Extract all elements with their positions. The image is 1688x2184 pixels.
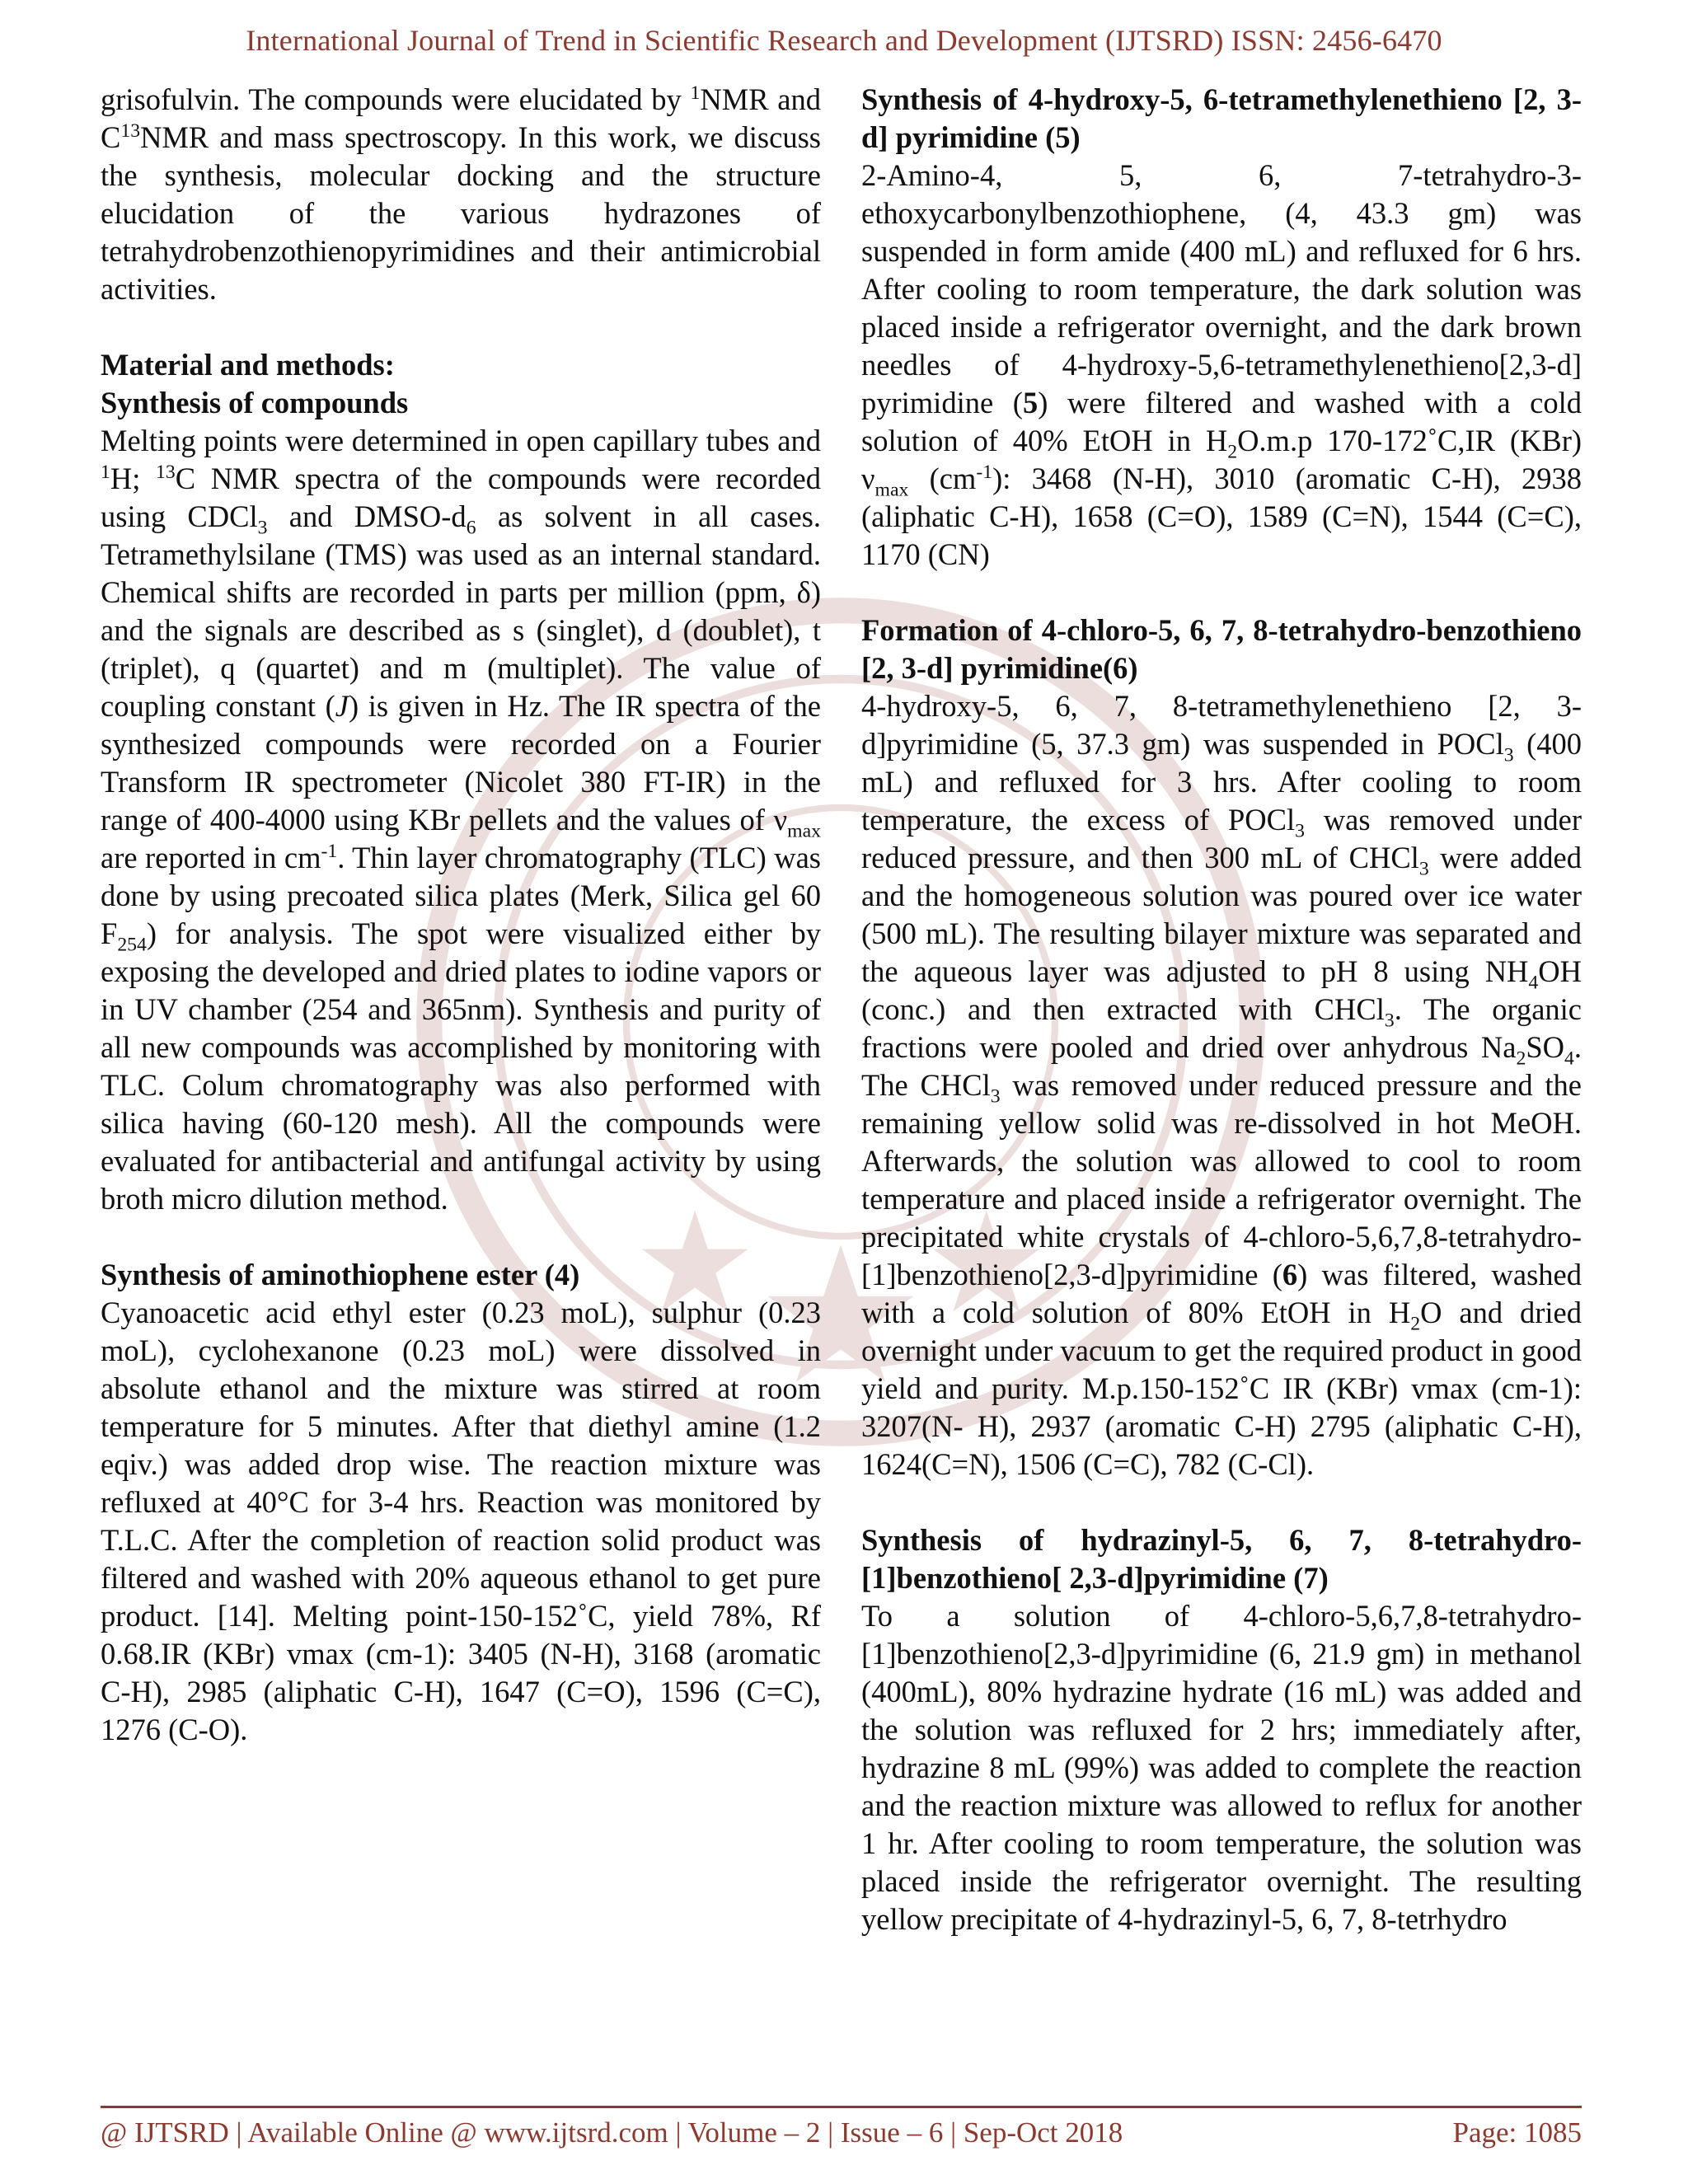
page-number: Page: 1085 [1452, 2116, 1582, 2149]
compound-6-paragraph: 4-hydroxy-5, 6, 7, 8-tetramethylenethieno [2, 3-d]pyrimidine (5, 37.3 gm) was suspended in POCl$_3$ (400 mL) and refluxed for 3 hrs. After cooling to room temperature, the excess of POCl$_3$ was removed under reduced pressure, and then 300 mL of CHCl$_3$ were added and the homogeneous solution was poured over ice water (500 mL). The resulting bilayer mixture was separated and the aqueous layer was adjusted to pH 8 using $NH_4OH$ (conc.) and then extracted with CHCl$_3$. The organic fractions were pooled and dried over anhydrous $Na_2SO_4$. The CHCl$_3$ was removed under reduced pressure and the remaining yellow solid was re-dissolved in hot MeOH. Afterwards, the solution was allowed to cool to room temperature and placed inside a refrigerator overnight. The precipitated white crystals of 4-chloro-5,6,7,8-tetrahydro-[1]benzothieno[2,3-d]pyrimidine (6) was filtered, washed with a cold solution of 80% EtOH in $H_2O$ and dried overnight under vacuum to get the required product in good yield and purity. M.p.150-152˚C IR (KBr) vmax (cm-1): 3207(N- H), 2937 (aromatic C-H) 2795 (aliphatic C-H), 1624(C=N), 1506 (C=C), 782 (C-Cl). [861, 689, 1582, 1481]
aminothiophene-paragraph: Cyanoacetic acid ethyl ester (0.23 moL), sulphur (0.23 moL), cyclohexanone (0.23 moL) were dissolved in absolute ethanol and the mixture was stirred at room temperature for 5 minutes. After that diethyl amine (1.2 eqiv.) was added drop wise. The reaction mixture was refluxed at 40°C for 3-4 hrs. Reaction was monitored by T.L.C. After the completion of reaction solid product was filtered and washed with 20% aqueous ethanol to get pure product. [14]. Melting point-150-152˚C, yield 78%, Rf 0.68.IR (KBr) vmax (cm-1): 3405 (N-H), 3168 (aromatic C-H), 2985 (aliphatic C-H), 1647 (C=O), 1596 (C=C), 1276 (C-O). [101, 1296, 821, 1746]
right-column [861, 81, 1582, 1938]
subheading-synthesis-compounds: Synthesis of compounds [101, 386, 409, 419]
intro-paragraph: grisofulvin. The compounds were elucidated by $^1$NMR and $C^{13}NMR$ and mass spectroscopy. In this work, we discuss the synthesis, molecular docking and the structure elucidation of the various hydrazones of tetrahydrobenzothienopyrimidines and their antimicrobial activities. [101, 82, 821, 306]
footer-citation: @ IJTSRD | Available Online @ www.ijtsrd.com | Volume – 2 | Issue – 6 | Sep-Oct 2018 [101, 2116, 1123, 2149]
footer-divider [101, 2106, 1582, 2108]
subheading-compound-5: Synthesis of 4-hydroxy-5, 6-tetramethylenethieno [2, 3-d] pyrimidine (5) [861, 82, 1582, 154]
left-column [101, 81, 821, 1749]
journal-header: International Journal of Trend in Scientific Research and Development (IJTSRD) ISSN: 2456-6470 [246, 24, 1442, 57]
compound-7-paragraph: To a solution of 4-chloro-5,6,7,8-tetrahydro-[1]benzothieno[2,3-d]pyrimidine (6, 21.9 gm) in methanol (400mL), 80% hydrazine hydrate (16 mL) was added and the solution was refluxed for 2 hrs; immediately after, hydrazine 8 mL (99%) was added to complete the reaction and the reaction mixture was allowed to reflux for another 1 hr. After cooling to room temperature, the solution was placed inside the refrigerator overnight. The resulting yellow precipitate of 4-hydrazinyl-5, 6, 7, 8-tetrhydro [861, 1599, 1582, 1936]
methods-paragraph: Melting points were determined in open capillary tubes and $^1$H; $^{13}$C NMR spectra of the compounds were recorded using CDCl$_3$ and DMSO-$d_6$ as solvent in all cases. Tetramethylsilane (TMS) was used as an internal standard. Chemical shifts are recorded in parts per million (ppm, δ) and the signals are described as s (singlet), d (doublet), t (triplet), q (quartet) and m (multiplet). The value of coupling constant (J) is given in Hz. The IR spectra of the synthesized compounds were recorded on a Fourier Transform IR spectrometer (Nicolet 380 FT-IR) in the range of 400-4000 using KBr pellets and the values of $\nu_{max}$ are reported in $cm^{-1}$. Thin layer chromatography (TLC) was done by using precoated silica plates (Merk, Silica gel 60 $F_{254}$) for analysis. The spot were visualized either by exposing the developed and dried plates to iodine vapors or in UV chamber (254 and 365nm). Synthesis and purity of all new compounds was accomplished by monitoring with TLC. Colum chromatography was also performed with silica having (60-120 mesh). All the compounds were evaluated for antibacterial and antifungal activity by using broth micro dilution method. [101, 424, 821, 1216]
compound-5-paragraph: 2-Amino-4, 5, 6, 7-tetrahydro-3-ethoxycarbonylbenzothiophene, (4, 43.3 gm) was suspended in form amide (400 mL) and refluxed for 6 hrs. After cooling to room temperature, the dark solution was placed inside a refrigerator overnight, and the dark brown needles of 4-hydroxy-5,6-tetramethylenethieno[2,3-d] pyrimidine (5) were filtered and washed with a cold solution of 40% EtOH in $H_2O.m.p$ 170-172˚C,IR (KBr) $\nu_{max}$ $(cm^{-1})$: 3468 (N-H), 3010 (aromatic C-H), 2938 (aliphatic C-H), 1658 (C=O), 1589 (C=N), 1544 (C=C), 1170 (CN) [861, 158, 1582, 571]
subheading-aminothiophene: Synthesis of aminothiophene ester (4) [101, 1258, 580, 1291]
section-heading-materials: Material and methods: [101, 348, 395, 382]
subheading-compound-6: Formation of 4-chloro-5, 6, 7, 8-tetrahydro-benzothieno [2, 3-d] pyrimidine(6) [861, 613, 1582, 685]
subheading-compound-7: Synthesis of hydrazinyl-5, 6, 7, 8-tetrahydro-[1]benzothieno[ 2,3-d]pyrimidine (7) [861, 1523, 1582, 1595]
page-footer [101, 2116, 1582, 2149]
